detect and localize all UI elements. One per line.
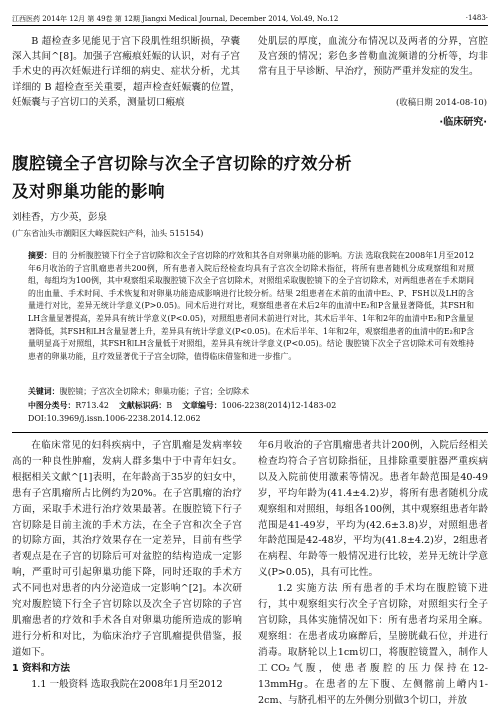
received-date: (收稿日期 2014-08-10) bbox=[396, 97, 487, 107]
article-number-value: 1006-2238(2014)12-1483-02 bbox=[221, 400, 337, 410]
keywords-label: 关键词： bbox=[28, 387, 60, 396]
previous-article-paragraph-end: 处肌层的厚度，血流分布情况以及两者的分界，宫腔及宫颈的情况；彩色多普勒血流频谱的分析等，均非常有且于早诊断、早治疗，预防严重并发症的发生。 bbox=[258, 36, 488, 78]
doc-code-value: B bbox=[166, 400, 173, 410]
abstract bbox=[28, 250, 474, 363]
section-label: ·临床研究· bbox=[439, 117, 487, 128]
classification-line bbox=[28, 399, 474, 413]
abstract-label: 摘要： bbox=[28, 251, 52, 260]
general-data-paragraph: 1.1 一般资料 选取我院在2008年1月至2012 bbox=[31, 678, 223, 690]
doi: DOI:10.3969/j.issn.1006-2238.2014.12.062 bbox=[28, 414, 201, 423]
implementation-paragraph: 1.2 实施方法 所有患者的手术均在腹腔镜下进行，其中观察组实行次全子宫切除，对照组实行全子宫切除，具体实施情况如下：所有患者均采用全麻。观察组：在患者成功麻醉后，呈膀胱截石位，并进行消毒。取脐轮以上1cm切口，将腹腔镜置入，制作人工CO₂气腹，使患者腹腔的压力保持在12-13mmHg。在患者的左下腹、左侧髂前上嵴内1-2cm、与脐孔相平的左外侧分别做3个切口，并放 bbox=[258, 583, 488, 706]
clc-label: 中图分类号： bbox=[28, 400, 76, 410]
authors: 刘桂香，方少英，彭泉 bbox=[12, 212, 108, 223]
header-rule bbox=[12, 25, 488, 26]
body-rule bbox=[12, 432, 488, 433]
article-title-line-1: 腹腔镜全子宫切除与次全子宫切除的疗效分析 bbox=[12, 154, 352, 173]
article-title-line-2: 及对卵巢功能的影响 bbox=[12, 182, 165, 201]
journal-header-text: 江西医药 2014年 12月 第 49卷 第 12期 Jiangxi Medical Journal, December 2014, Vol.49, No.12 bbox=[12, 15, 339, 23]
previous-article-left-column bbox=[12, 34, 240, 110]
keywords-block bbox=[28, 385, 474, 426]
page-number: ·1483· bbox=[465, 14, 488, 22]
section-heading-methods: 1 资料和方法 bbox=[12, 662, 70, 674]
general-data-paragraph-continued: 年6月收治的子宫肌瘤患者共计200例，入院后经相关检查均符合子宫切除指征，且排除重要脏器严重疾病以及入院前使用激素等情况。患者年龄范围是40-49岁，平均年龄为(41.4±4.2)岁，将所有患者随机分成观察组和对照组，每组各100例，其中观察组患者年龄范围是41-49岁，平均为(42.6±3.8)岁，对照组患者年龄范围是42-48岁，平均为(41.8±4.2)岁，2组患者在病程、年龄等一般情况进行比较，差异无统计学意义(P>0.05)，具有可比性。 bbox=[258, 440, 488, 579]
clc-value: R713.42 bbox=[75, 400, 109, 410]
abstract-text: 目的 分析腹腔镜下行全子宫切除和次全子宫切除的疗效和其各自对卵巢功能的影响。方法 选取我院在2008年1月至2012年6月收治的子宫肌瘤患者共200例，所有患者入院后经检查均具有子宫次全切除术指征，将所有患者随机分成观察组和对照组，每组均为100例，其中观察组采取腹腔镜下次全子宫切除术，对照组采取腹腔镜下的全子宫切除术，对两组患者在手术期间的出血量、手术时间、手术恢复和对卵巢功能造成影响进行比较分析。结果 2组患者在术前的血清中E₂、P、FSH以及LH的含量进行对比，差异无统计学意义(P>0.05)。同术后进行对比，观察组患者在术后2年的血清中E₂和P含量显著降低，其FSH和LH含量显著提高，差异具有统计学意义(P<0.05)，对照组患者同术前进行对比，其术后半年、1年和2年的血清中E₂和P含量显著降低，其FSH和LH含量显著上升，差异具有统计学意义(P<0.05)。在术后半年、1年和2年，观察组患者的血清中的E₂和P含量明显高于对照组，其FSH和LH含量低于对照组，差异具有统计学意义(P<0.05)。结论 腹腔镜下次全子宫切除术可有效维持患者的卵巢功能，且疗效显著优于子宫全切除，值得临床借鉴和进一步推广。 bbox=[28, 251, 474, 361]
affiliation: (广东省汕头市潮阳区大峰医院妇产科，汕头 515154) bbox=[12, 229, 204, 238]
journal-header bbox=[12, 14, 488, 24]
doc-code-label: 文献标识码： bbox=[118, 400, 167, 410]
body-left-column bbox=[12, 438, 242, 693]
article-number-label: 文章编号： bbox=[182, 400, 222, 410]
keywords-text: 腹腔镜；子宫次全切除术；卵巢功能；子宫；全切除术 bbox=[59, 387, 249, 396]
body-right-column bbox=[258, 438, 488, 708]
previous-article-paragraph: B 超检查多见能见于宫下段肌性组织断损，孕囊深入其间^[8]。加强子宫瘢痕妊娠的认识，对有子宫手术史的再次妊娠进行详细的病史、症状分析，尤其详细的 B 超检查至关重要，超声检查妊娠囊的位置，妊娠囊与子宫切口的关系，测量切口瘢痕 bbox=[12, 36, 240, 108]
previous-article-right-column bbox=[258, 34, 488, 80]
keywords-line bbox=[28, 385, 474, 399]
introduction-paragraph: 在临床常见的妇科疾病中，子宫肌瘤是发病率较高的一种良性肿瘤，发病人群多集中于中青年妇女。根据相关文献^[1]表明，在年龄高于35岁的妇女中，患有子宫肌瘤所占比例约为20%。在子宫肌瘤的治疗方面，采取手术进行治疗效果最著。在腹腔镜下行子宫切除是目前主流的手术方法，在全子宫和次全子宫的切除方面，其治疗效果存在一定差异，目前有些学者观点是在子宫的切除后可对盆腔的结构造成一定影响，严重时可引起卵巢功能下降，同时还取的手术方式不同也对患者的内分泌造成一定影响^[2]。本次研究对腹腔镜下行全子宫切除以及次全子宫切除的子宫肌瘤患者的疗效和手术各自对卵巢功能所造成的影响进行分析和对比，为临床治疗子宫肌瘤提供借鉴，报道如下。 bbox=[12, 440, 242, 658]
